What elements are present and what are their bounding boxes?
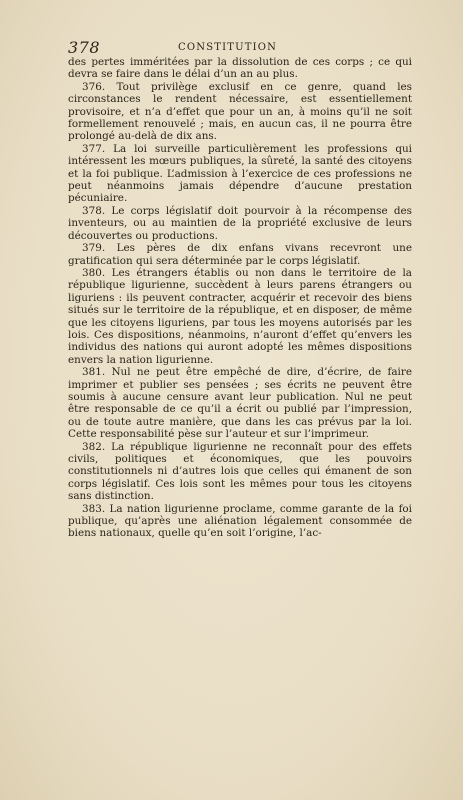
running-head: CONSTITUTION: [178, 42, 278, 53]
article-380: [68, 267, 412, 366]
article-text: La nation ligurienne proclame, comme garante de la foi publique, qu’après une aliénation légalement consommée de biens nationaux, quelle qu’en soit l’origine, l’ac-: [68, 502, 413, 540]
article-text: Les étrangers établis ou non dans le territoire de la république ligurienne, succèdent à leurs parens étrangers ou liguriens : ils peuvent contracter, acquérir et recevoir des biens situés sur le territoire de la république, et en disposer, de même que les citoyens liguriens, par tous les moyens autorisés par les lois. Ces dispositions, néanmoins, n’auront d’effet qu’envers les individus des nations qui auront adopté les mêmes dispositions envers la nation ligurienne.: [68, 266, 412, 366]
article-number: 381.: [82, 366, 106, 379]
paragraph-continuation: [68, 56, 412, 81]
article-number: 377.: [82, 142, 106, 155]
page-header: [68, 38, 403, 56]
article-381: [68, 366, 412, 440]
article-379: [68, 242, 412, 267]
article-text: Les pères de dix enfans vivans recevront une gratification qui sera déterminée par le corps législatif.: [68, 242, 412, 267]
article-number: 380.: [82, 266, 106, 279]
article-378: [68, 205, 412, 242]
article-text: Le corps législatif doit pourvoir à la récompense des inventeurs, ou au maintien de la propriété exclusive de leurs découvertes ou productions.: [68, 204, 412, 242]
article-number: 382.: [82, 440, 106, 453]
article-text: Tout privilège exclusif en ce genre, quand les circonstances le rendent nécessaire, est essentiellement provisoire, et n’a d’effet que pour un an, à moins qu’il ne soit formellement renouvelé ; mais, en aucun cas, il ne pourra être prolongé au-delà de dix ans.: [68, 80, 412, 143]
article-number: 378.: [82, 204, 106, 217]
article-text: La république ligurienne ne reconnaît pour des effets civils, politiques et économiques, que les pouvoirs constitutionnels ni d’autres lois que celles qui émanent de son corps législatif. Ces lois sont les mêmes pour tous les citoyens sans distinction.: [68, 440, 412, 503]
article-number: 383.: [82, 502, 106, 515]
page-number: 378: [68, 38, 101, 57]
article-376: [68, 81, 412, 143]
body-text: [68, 56, 412, 540]
article-number: 379.: [82, 242, 106, 255]
article-377: [68, 143, 412, 205]
paragraph-text: des pertes imméritées par la dissolution de ces corps ; ce qui devra se faire dans le délai d’un an au plus.: [68, 56, 412, 81]
article-text: La loi surveille particulièrement les professions qui intéressent les mœurs publiques, la sûreté, la santé des citoyens et la foi publique. L’admission à l’exercice de ces professions ne peut néanmoins jamais dépendre d’aucune prestation pécuniaire.: [68, 142, 412, 205]
article-383: [68, 503, 412, 540]
article-382: [68, 441, 412, 503]
article-text: Nul ne peut être empêché de dire, d’écrire, de faire imprimer et publier ses pensées ; ses écrits ne peuvent être soumis à aucune censure avant leur publication. Nul ne peut être responsable de ce qu’il a écrit ou publié par l’impression, ou de toute autre manière, que dans les cas prévus par la loi. Cette responsabilité pèse sur l’auteur et sur l’imprimeur.: [68, 366, 412, 441]
article-number: 376.: [82, 80, 106, 93]
